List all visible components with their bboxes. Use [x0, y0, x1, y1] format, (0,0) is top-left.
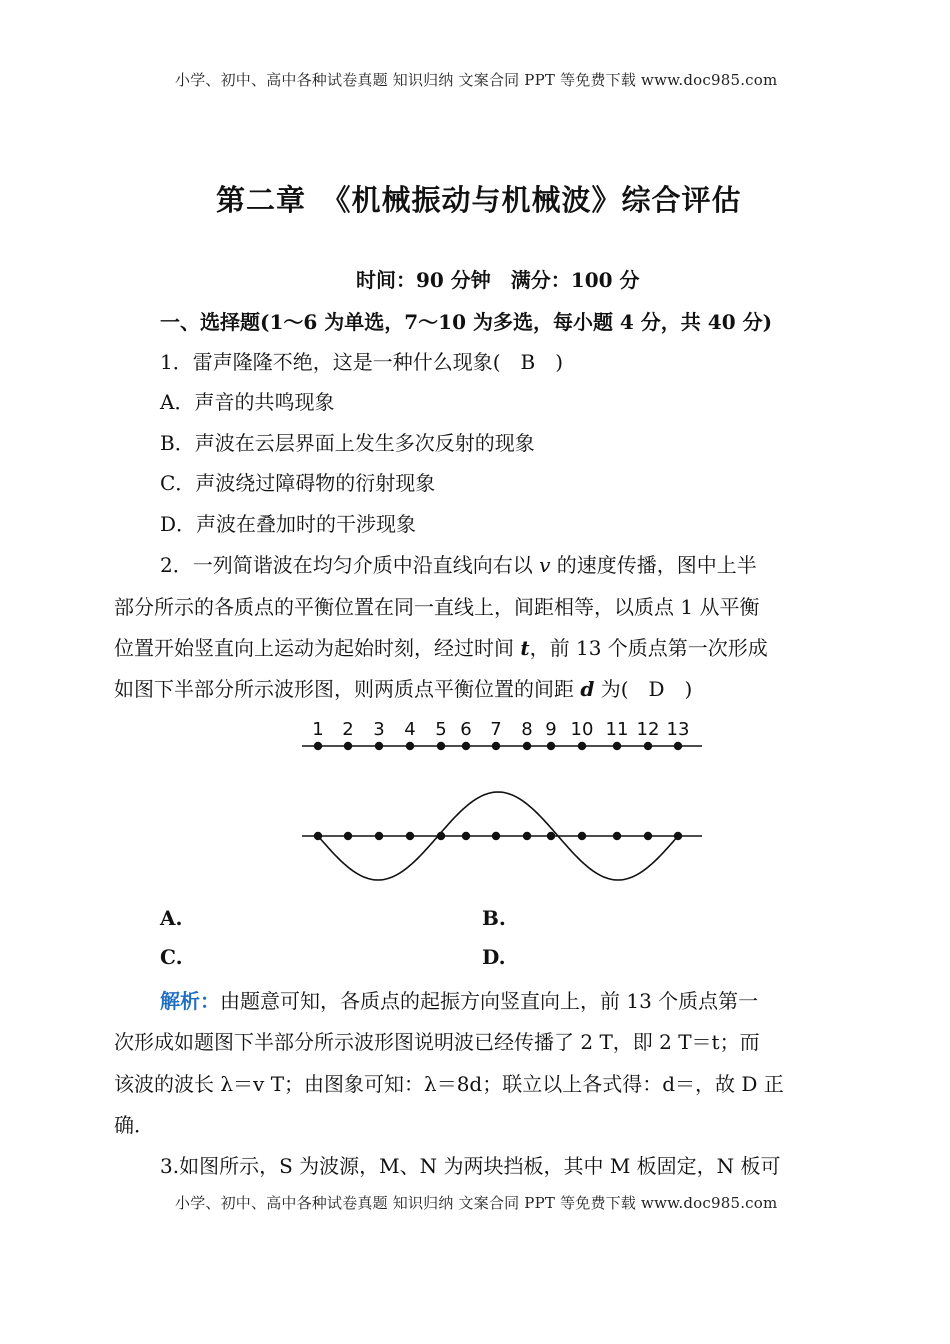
- point-labels: [312, 719, 689, 740]
- wave-point-9: [547, 832, 555, 840]
- equilibrium-point-6: [462, 742, 470, 750]
- point-label: 8: [521, 719, 533, 740]
- equilibrium-point-8: [523, 742, 531, 750]
- point-label: 9: [545, 719, 557, 740]
- q1-option-c: C．声波绕过障碍物的衍射现象: [160, 471, 436, 495]
- wave-point-12: [644, 832, 652, 840]
- equilibrium-point-1: [314, 742, 322, 750]
- q2-line-4: [114, 673, 692, 702]
- analysis-line-2: 次形成如题图下半部分所示波形图说明波已经传播了 2 T，即 2 T＝t；而: [114, 1030, 760, 1054]
- equilibrium-point-7: [492, 742, 500, 750]
- point-label: 2: [342, 719, 354, 740]
- equilibrium-point-5: [437, 742, 445, 750]
- point-label: 4: [404, 719, 416, 740]
- wave-point-11: [613, 832, 621, 840]
- equilibrium-point-11: [613, 742, 621, 750]
- wave-point-2: [344, 832, 352, 840]
- q2-line-3: [114, 632, 768, 661]
- wave-point-13: [674, 832, 682, 840]
- wave-point-1: [314, 832, 322, 840]
- equilibrium-point-9: [547, 742, 555, 750]
- analysis-line-4: 确．: [114, 1113, 154, 1137]
- wave-figure: [290, 712, 710, 892]
- q2-line-3-a: 位置开始竖直向上运动为起始时刻，经过时间: [114, 636, 521, 660]
- point-label: 10: [570, 719, 594, 740]
- equilibrium-point-13: [674, 742, 682, 750]
- q1-option-a: A．声音的共鸣现象: [160, 390, 335, 414]
- point-label: 12: [636, 719, 660, 740]
- q2-line-1: [160, 549, 757, 578]
- point-label: 7: [490, 719, 502, 740]
- q2-option-d: D.: [482, 945, 506, 969]
- q2-var-t: t: [520, 636, 530, 660]
- analysis-label: 解析：: [160, 989, 220, 1013]
- page-title: 第二章 《机械振动与机械波》综合评估: [216, 183, 742, 217]
- point-label: 5: [435, 719, 447, 740]
- q2-option-b: B.: [482, 906, 506, 930]
- point-label: 13: [666, 719, 690, 740]
- exam-meta: 时间：90 分钟 满分：100 分: [356, 268, 640, 292]
- q1-option-b: B．声波在云层界面上发生多次反射的现象: [160, 431, 535, 455]
- page-footer: 小学、初中、高中各种试卷真题 知识归纳 文案合同 PPT 等免费下载 www.doc985.com: [175, 1194, 778, 1212]
- q2-line-2: 部分所示的各质点的平衡位置在同一直线上，间距相等，以质点 1 从平衡: [114, 595, 760, 619]
- wave-point-3: [375, 832, 383, 840]
- wave-point-4: [406, 832, 414, 840]
- point-label: 11: [605, 719, 629, 740]
- q1-stem: 1．雷声隆隆不绝，这是一种什么现象( B ): [160, 350, 564, 374]
- wave-point-10: [578, 832, 586, 840]
- equilibrium-point-10: [578, 742, 586, 750]
- point-label: 6: [460, 719, 472, 740]
- q2-option-c: C.: [160, 945, 183, 969]
- q2-line-4-b: 为( D ): [594, 677, 693, 701]
- q2-line-1-a: 2．一列简谐波在均匀介质中沿直线向右以: [160, 553, 540, 577]
- point-label: 3: [373, 719, 385, 740]
- page-header: 小学、初中、高中各种试卷真题 知识归纳 文案合同 PPT 等免费下载 www.doc985.com: [175, 71, 778, 89]
- wave-point-7: [492, 832, 500, 840]
- point-label: 1: [312, 719, 324, 740]
- q2-var-d: d: [580, 677, 595, 701]
- q2-line-1-b: 的速度传播，图中上半: [550, 553, 757, 577]
- wave-point-5: [437, 832, 445, 840]
- q2-option-a: A.: [160, 906, 183, 930]
- wave-point-8: [523, 832, 531, 840]
- q1-option-d: D．声波在叠加时的干涉现象: [160, 512, 417, 536]
- q2-var-v: v: [539, 553, 551, 577]
- wave-point-6: [462, 832, 470, 840]
- equilibrium-point-2: [344, 742, 352, 750]
- equilibrium-point-12: [644, 742, 652, 750]
- equilibrium-point-4: [406, 742, 414, 750]
- equilibrium-point-3: [375, 742, 383, 750]
- analysis-line-3: 该波的波长 λ＝v T；由图象可知：λ＝8d；联立以上各式得：d＝，故 D 正: [114, 1072, 784, 1096]
- q2-line-4-a: 如图下半部分所示波形图，则两质点平衡位置的间距: [114, 677, 581, 701]
- analysis-text-1: 由题意可知，各质点的起振方向竖直向上，前 13 个质点第一: [220, 989, 759, 1013]
- analysis-line-1: [160, 985, 758, 1014]
- q3-line-1: 3.如图所示，S 为波源，M、N 为两块挡板，其中 M 板固定，N 板可: [160, 1154, 781, 1178]
- section-heading: 一、选择题(1～6 为单选，7～10 为多选，每小题 4 分，共 40 分): [160, 310, 773, 334]
- q2-line-3-b: ，前 13 个质点第一次形成: [529, 636, 768, 660]
